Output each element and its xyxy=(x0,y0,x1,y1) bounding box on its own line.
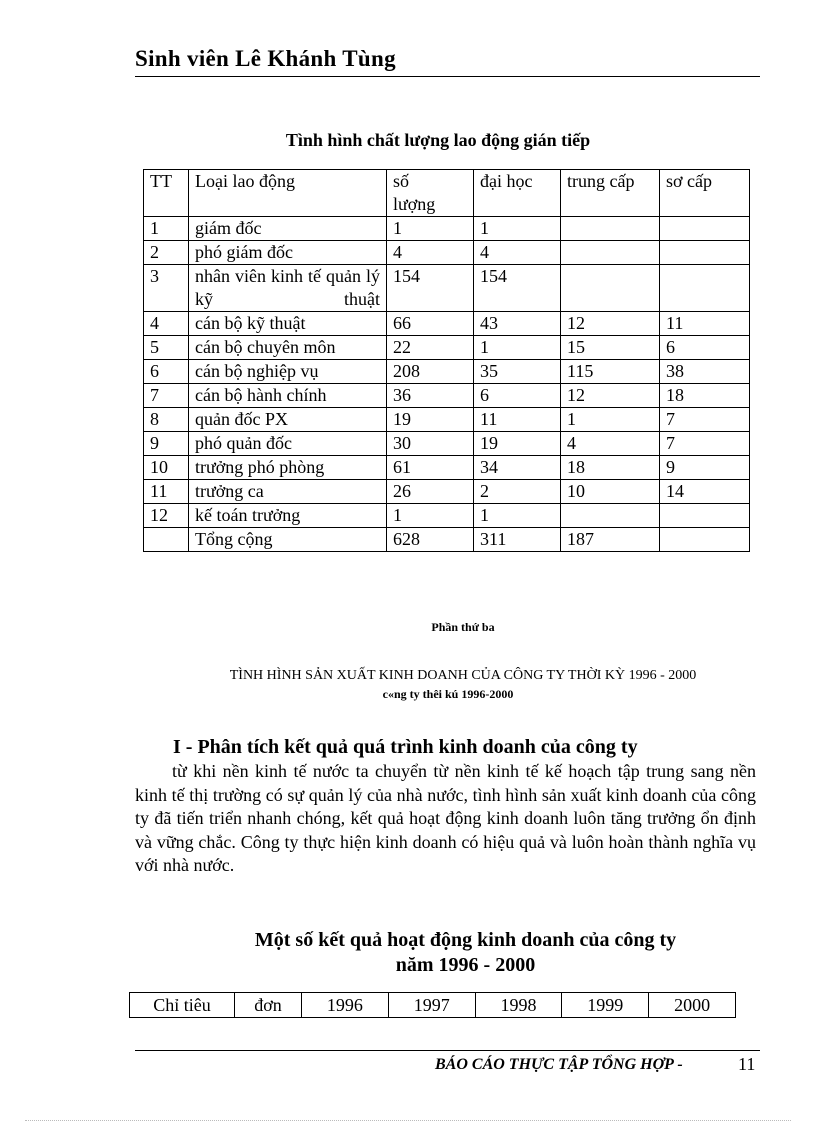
header-indicator: Chỉ tiêu xyxy=(130,993,235,1018)
cell-intermediate: 187 xyxy=(561,528,660,552)
table-header-row xyxy=(130,993,736,1018)
cell-quantity: 30 xyxy=(387,432,474,456)
cell-university: 1 xyxy=(474,217,561,241)
cell-tt: 7 xyxy=(144,384,189,408)
table-row xyxy=(144,336,750,360)
section-paragraph: từ khi nền kinh tế nước ta chuyển từ nền kinh tế kế hoạch tập trung sang nền kinh tế thị trường có sự quản lý của nhà nước, tình hình sản xuất kinh doanh của công ty đã tiến triển nhanh chóng, kết quả hoạt động kinh doanh luôn tăng trưởng ổn định và vững chắc. Công ty thực hiện kinh doanh có hiệu quả và luôn hoàn thành nghĩa vụ với nhà nước. xyxy=(135,761,756,875)
table-row xyxy=(144,528,750,552)
cell-tt: 11 xyxy=(144,480,189,504)
table-header-row xyxy=(144,170,750,217)
cell-elementary: 18 xyxy=(660,384,750,408)
header-year-2000: 2000 xyxy=(649,993,736,1018)
part-label: Phần thứ ba xyxy=(431,620,495,634)
table-row xyxy=(144,504,750,528)
cell-elementary: 14 xyxy=(660,480,750,504)
section-heading: I - Phân tích kết quả quá trình kinh doanh của công ty xyxy=(173,736,638,758)
cell-tt: 3 xyxy=(144,265,189,312)
cell-intermediate: 4 xyxy=(561,432,660,456)
table2-title-line1: Một số kết quả hoạt động kinh doanh của công ty xyxy=(254,929,677,951)
cell-quantity: 61 xyxy=(387,456,474,480)
cell-type: phó quản đốc xyxy=(189,432,387,456)
cell-type: trưởng ca xyxy=(189,480,387,504)
business-results-table xyxy=(129,992,736,1018)
cell-intermediate: 12 xyxy=(561,312,660,336)
cell-type: cán bộ kỹ thuật xyxy=(189,312,387,336)
cell-university: 43 xyxy=(474,312,561,336)
cell-intermediate: 12 xyxy=(561,384,660,408)
cell-intermediate: 15 xyxy=(561,336,660,360)
cell-university: 311 xyxy=(474,528,561,552)
cell-type: cán bộ hành chính xyxy=(189,384,387,408)
header-divider xyxy=(135,76,760,77)
cell-elementary xyxy=(660,504,750,528)
table2-title-line2: năm 1996 - 2000 xyxy=(395,954,536,976)
cell-type: quản đốc PX xyxy=(189,408,387,432)
cell-quantity: 36 xyxy=(387,384,474,408)
table-row xyxy=(144,432,750,456)
cell-tt: 1 xyxy=(144,217,189,241)
header-year-1998: 1998 xyxy=(475,993,562,1018)
header-year-1999: 1999 xyxy=(562,993,649,1018)
cell-tt: 6 xyxy=(144,360,189,384)
cell-university: 19 xyxy=(474,432,561,456)
header-quantity-line1: số xyxy=(393,171,410,191)
header-intermediate: trung cấp xyxy=(561,170,660,217)
cell-quantity: 26 xyxy=(387,480,474,504)
table-row xyxy=(144,480,750,504)
table-row xyxy=(144,360,750,384)
cell-elementary: 38 xyxy=(660,360,750,384)
cell-elementary: 11 xyxy=(660,312,750,336)
cell-quantity: 628 xyxy=(387,528,474,552)
cell-intermediate: 10 xyxy=(561,480,660,504)
cell-tt: 2 xyxy=(144,241,189,265)
cell-tt: 5 xyxy=(144,336,189,360)
header-unit: đơn xyxy=(235,993,302,1018)
table-row xyxy=(144,217,750,241)
cell-quantity: 1 xyxy=(387,217,474,241)
table1-title: Tình hình chất lượng lao động gián tiếp xyxy=(285,130,591,150)
cell-quantity: 1 xyxy=(387,504,474,528)
cell-tt: 12 xyxy=(144,504,189,528)
cell-type: cán bộ chuyên môn xyxy=(189,336,387,360)
cell-elementary xyxy=(660,528,750,552)
cell-tt: 8 xyxy=(144,408,189,432)
cell-university: 35 xyxy=(474,360,561,384)
table-row xyxy=(144,456,750,480)
cell-quantity: 4 xyxy=(387,241,474,265)
cell-tt: 10 xyxy=(144,456,189,480)
cell-quantity: 154 xyxy=(387,265,474,312)
cell-university: 11 xyxy=(474,408,561,432)
cell-quantity: 208 xyxy=(387,360,474,384)
cell-quantity: 66 xyxy=(387,312,474,336)
table2-title xyxy=(0,928,816,978)
cell-university: 1 xyxy=(474,504,561,528)
cell-elementary: 7 xyxy=(660,432,750,456)
cell-type: giám đốc xyxy=(189,217,387,241)
cell-tt: 4 xyxy=(144,312,189,336)
footer-divider xyxy=(135,1050,760,1051)
cell-elementary xyxy=(660,217,750,241)
cell-university: 2 xyxy=(474,480,561,504)
cell-type: phó giám đốc xyxy=(189,241,387,265)
cell-quantity: 19 xyxy=(387,408,474,432)
cell-intermediate: 115 xyxy=(561,360,660,384)
page-edge-divider xyxy=(25,1120,791,1121)
cell-elementary xyxy=(660,265,750,312)
cell-type: kế toán trưởng xyxy=(189,504,387,528)
page-number: 11 xyxy=(738,1054,756,1074)
header-quantity-line2: lượng xyxy=(393,194,436,214)
table-row xyxy=(144,241,750,265)
table-row xyxy=(144,408,750,432)
cell-intermediate xyxy=(561,217,660,241)
cell-intermediate xyxy=(561,504,660,528)
header-quantity xyxy=(387,170,474,217)
footer-report-title: BÁO CÁO THỰC TẬP TỔNG HỢP - xyxy=(435,1056,683,1073)
header-elementary: sơ cấp xyxy=(660,170,750,217)
header-year-1997: 1997 xyxy=(388,993,475,1018)
table-row xyxy=(144,265,750,312)
header-type: Loại lao động xyxy=(189,170,387,217)
cell-type: trưởng phó phòng xyxy=(189,456,387,480)
cell-elementary: 9 xyxy=(660,456,750,480)
labor-quality-table xyxy=(143,169,750,552)
cell-intermediate xyxy=(561,265,660,312)
cell-elementary: 7 xyxy=(660,408,750,432)
cell-university: 1 xyxy=(474,336,561,360)
cell-intermediate: 18 xyxy=(561,456,660,480)
cell-type: cán bộ nghiệp vụ xyxy=(189,360,387,384)
header-tt: TT xyxy=(144,170,189,217)
part-title: TÌNH HÌNH SẢN XUẤT KINH DOANH CỦA CÔNG TY THỜI KỲ 1996 - 2000 xyxy=(229,668,697,683)
cell-elementary: 6 xyxy=(660,336,750,360)
cell-university: 4 xyxy=(474,241,561,265)
cell-type: Tổng cộng xyxy=(189,528,387,552)
cell-intermediate: 1 xyxy=(561,408,660,432)
cell-university: 6 xyxy=(474,384,561,408)
cell-type: nhân viên kinh tế quản lý kỹ thuật xyxy=(189,265,387,312)
cell-elementary xyxy=(660,241,750,265)
cell-university: 154 xyxy=(474,265,561,312)
cell-intermediate xyxy=(561,241,660,265)
part-subtitle: c«ng ty thêi kú 1996-2000 xyxy=(382,687,514,701)
table-row xyxy=(144,312,750,336)
header-author: Sinh viên Lê Khánh Tùng xyxy=(135,46,396,71)
cell-tt xyxy=(144,528,189,552)
cell-tt: 9 xyxy=(144,432,189,456)
table-row xyxy=(144,384,750,408)
header-university: đại học xyxy=(474,170,561,217)
cell-university: 34 xyxy=(474,456,561,480)
header-year-1996: 1996 xyxy=(302,993,389,1018)
cell-quantity: 22 xyxy=(387,336,474,360)
